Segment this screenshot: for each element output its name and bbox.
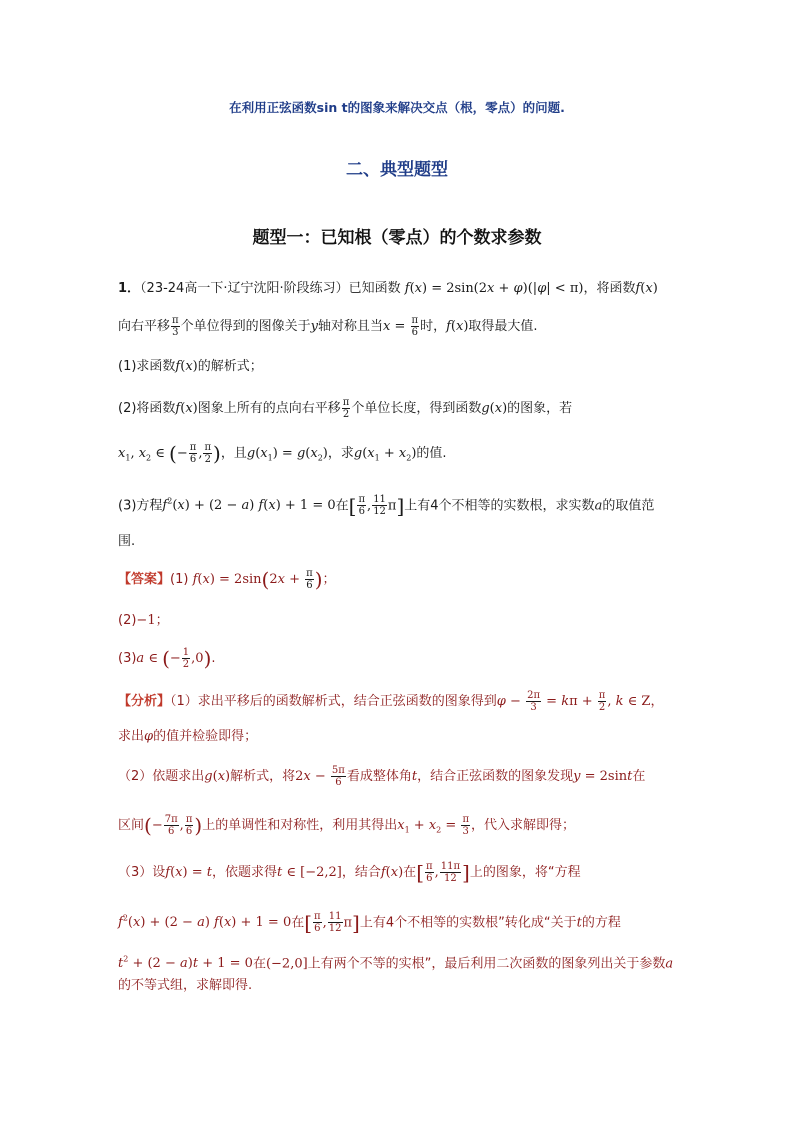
- answer-line-2: [118, 611, 676, 631]
- analysis-line-3: （2）依题求出g(x)解析式，将2x − $\frac{5\pi}{6}$ 看成整体角t，结合正弦函数的图象发现y = 2sint在: [118, 765, 646, 788]
- problem-source: （23-24高一下·辽宁沈阳·阶段练习）: [140, 281, 349, 296]
- part-text: 上有4个不相等的实数根，求实数: [404, 498, 595, 514]
- analysis-line-5: （3）设f(x) = t，依题求得t ∈ [−2,2]，结合f(x)在[ $\frac{\pi}{6}$ , $\frac{11\pi}{12}$ ]上的图象，将“方程: [118, 860, 581, 885]
- analysis-line-1: 【分析】（1）求出平移后的函数解析式，结合正弦函数的图象得到φ − $\frac{2\pi}{3}$ = kπ + $\frac{\pi}{2}$ , k ∈ Z，: [118, 690, 664, 713]
- part-text: 个单位长度，得到函数: [351, 401, 482, 416]
- analysis-text: 的值并检验即得；: [153, 729, 258, 744]
- problem-part-1: (1)求函数f(x)的解析式；: [118, 359, 263, 374]
- answer-line-1: 【答案】(1) f(x) = 2sin(2x + $\frac{\pi}{6}$ )；: [118, 567, 336, 592]
- analysis-text: （3）设: [118, 865, 166, 880]
- analysis-text: 区间: [118, 818, 145, 833]
- stem-text: 轴对称且当: [317, 319, 383, 334]
- problem-part-2-line-1: (2)将函数f(x)图象上所有的点向右平移 $\frac{\pi}{2}$ 个单位长度，得到函数g(x)的图象，若: [118, 397, 573, 420]
- analysis-text: 上的单调性和对称性，利用其得出: [202, 818, 398, 833]
- analysis-text: ，依题求得: [211, 865, 277, 880]
- answer-text: (1): [170, 572, 189, 587]
- analysis-text: （2）依题求出: [118, 769, 205, 784]
- analysis-text: 上的图象，将“方程: [469, 865, 581, 880]
- stem-text: 向右平移: [118, 319, 171, 334]
- subsection-title: 题型一：已知根（零点）的个数求参数: [252, 228, 542, 248]
- part-text: (2)将函数: [118, 401, 176, 416]
- answer-line-3: (3)a ∈ (− $\frac{1}{2}$ ,0).: [118, 646, 216, 671]
- stem-text: ，将函数: [583, 281, 636, 296]
- answer-text: −1；: [136, 613, 169, 628]
- analysis-text: ，结合: [341, 865, 381, 880]
- section-title: 二、典型题型: [346, 160, 448, 180]
- stem-text: 取得最大值.: [468, 319, 538, 334]
- analysis-text: 上有两个不等的实根”，最后利用二次函数的图象列出关于参数: [307, 956, 666, 972]
- problem-part-3-line-1: (3)方程$f^2(x) + (2 - a) f(x) + 1 = 0$在[ $\frac{\pi}{6}$ , $\frac{11}{12}$ π]上有4个不相等的实数根，求实数a的取值范: [118, 493, 655, 518]
- stem-text: 时，: [420, 319, 447, 334]
- part-text: 图象上所有的点向右平移: [197, 401, 341, 416]
- analysis-text: （1）求出平移后的函数解析式，结合正弦函数的图象得到: [170, 694, 497, 709]
- problem-number: 1．: [118, 281, 141, 296]
- problem-stem-line-2: 向右平移 $\frac{\pi}{3}$ 个单位得到的图像关于y轴对称且当x = $\frac{\pi}{6}$ 时，f(x)取得最大值.: [118, 315, 538, 338]
- formula: f: [404, 281, 410, 296]
- analysis-text: 的方程: [581, 915, 621, 931]
- analysis-text: 在: [403, 865, 417, 880]
- problem-part-2-line-2: $x_1$, $x_2$ ∈ (− $\frac{\pi}{6}$ , $\frac{\pi}{2}$ )，且$g(x_1) = g(x_2)$，求$g(x_1 + x_2)$的值.: [118, 441, 447, 466]
- part-text: 的取值范: [602, 498, 655, 514]
- analysis-text: 在: [291, 915, 305, 931]
- analysis-line-2: 求出φ的值并检验即得；: [118, 729, 258, 744]
- analysis-line-7: $t^2 + (2 - a)t + 1 = 0$在(−2,0]上有两个不等的实根”，最后利用二次函数的图象列出关于参数a: [118, 955, 674, 972]
- stem-text: 个单位得到的图像关于: [180, 319, 311, 334]
- analysis-text: 解析式，将: [230, 769, 296, 784]
- part-text: (1)求函数: [118, 359, 176, 374]
- part-text: ，且: [220, 446, 247, 461]
- part-text: ，求: [327, 446, 354, 461]
- part-text: 的图象，若: [507, 401, 573, 416]
- answer-label: 【答案】: [118, 572, 171, 587]
- intro-text: 在利用正弦函数sin t的图象来解决交点（根，零点）的问题.: [229, 100, 565, 115]
- problem-part-3-line-2: 围.: [118, 534, 136, 549]
- answer-text: (2): [118, 613, 137, 628]
- analysis-text: ，结合正弦函数的图象发现: [417, 769, 574, 784]
- analysis-text: 求出: [118, 729, 145, 744]
- analysis-label: 【分析】: [118, 694, 171, 709]
- answer-text: (3): [118, 651, 137, 666]
- analysis-text: 看成整体角: [346, 769, 412, 784]
- stem-text: 已知函数: [348, 281, 401, 296]
- analysis-text: 上有4个不相等的实数根”转化成“关于: [359, 915, 577, 931]
- analysis-text: 在: [632, 769, 646, 784]
- part-text: 在: [335, 498, 349, 514]
- part-text: 的值.: [416, 446, 447, 461]
- analysis-line-8: 的不等式组，求解即得.: [118, 978, 253, 993]
- analysis-line-4: 区间(− $\frac{7\pi}{6}$ , $\frac{\pi}{6}$ )上的单调性和对称性，利用其得出$x_1 + x_2$ = $\frac{\pi}{3}$ ，代入求解即得；: [118, 813, 576, 838]
- part-text: (3)方程: [118, 498, 163, 514]
- analysis-line-6: $f^2(x) + (2 - a) f(x) + 1 = 0$在[ $\frac{\pi}{6}$ , $\frac{11}{12}$ π]上有4个不相等的实数根”转化成“关于t的方程: [118, 910, 621, 935]
- problem-stem-line-1: 1．（23-24高一下·辽宁沈阳·阶段练习）已知函数 f(x) = 2sin(2x + φ)(|φ| < π)，将函数f(x): [118, 281, 658, 296]
- analysis-text: ，代入求解即得；: [471, 818, 576, 833]
- analysis-text: 在: [252, 956, 266, 972]
- part-text: 的解析式；: [197, 359, 263, 374]
